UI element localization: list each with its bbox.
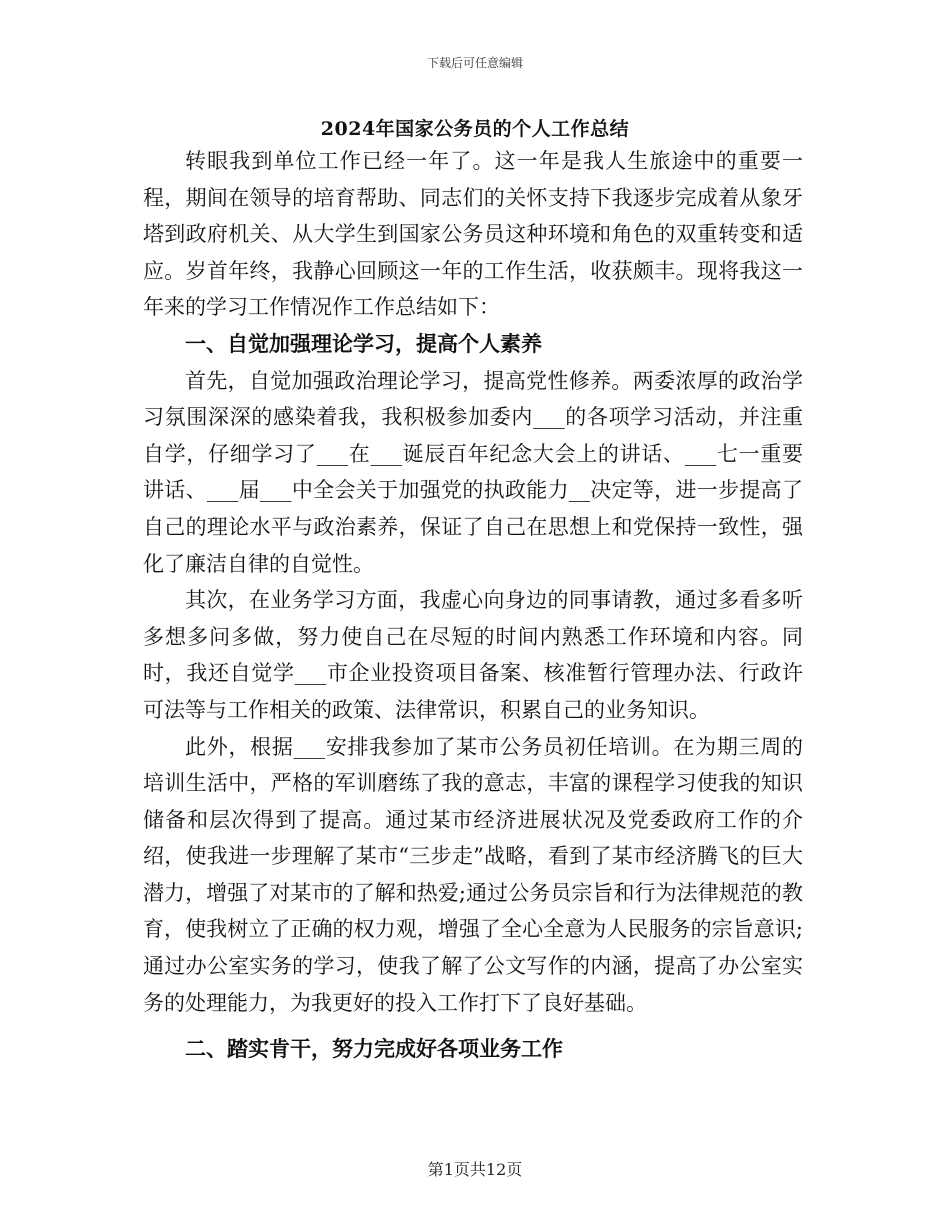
- section-1-paragraph-2: 其次，在业务学习方面，我虚心向身边的同事请教，通过多看多听多想多问多做，努力使自己在尽短的时间内熟悉工作环境和内容。同时，我还自觉学___市企业投资项目备案、核准暂行管理办法、行政许可法等与工作相关的政策、法律常识，积累自己的业务知识。: [143, 588, 803, 722]
- section-1-paragraph-1: 首先，自觉加强政治理论学习，提高党性修养。两委浓厚的政治学习氛围深深的感染着我，我积极参加委内___的各项学习活动，并注重自学，仔细学习了___在___诞辰百年纪念大会上的讲话、___七一重要讲话、___届___中全会关于加强党的执政能力__决定等，进一步提高了自己的理论水平与政治素养，保证了自己在思想上和党保持一致性，强化了廉洁自律的自觉性。: [143, 368, 803, 576]
- intro-paragraph: 转眼我到单位工作已经一年了。这一年是我人生旅途中的重要一程，期间在领导的培育帮助、同志们的关怀支持下我逐步完成着从象牙塔到政府机关、从大学生到国家公务员这种环境和角色的双重转变和适应。岁首年终，我静心回顾这一年的工作生活，收获颇丰。现将我这一年来的学习工作情况作工作总结如下：: [143, 149, 803, 320]
- section-1-heading: 一、自觉加强理论学习，提高个人素养: [185, 330, 542, 356]
- section-2-heading: 二、踏实肯干，努力完成好各项业务工作: [185, 1036, 563, 1062]
- page-footer: 第1页共12页: [427, 1160, 523, 1179]
- document-title: 2024年国家公务员的个人工作总结: [320, 118, 630, 140]
- header-note: 下载后可任意编辑: [426, 56, 523, 70]
- document-body: [143, 143, 803, 1068]
- section-1-paragraph-3: 此外，根据___安排我参加了某市公务员初任培训。在为期三周的培训生活中，严格的军训磨练了我的意志，丰富的课程学习使我的知识储备和层次得到了提高。通过某市经济进展状况及党委政府工作的介绍，使我进一步理解了某市“三步走”战略，看到了某市经济腾飞的巨大潜力，增强了对某市的了解和热爱;通过公务员宗旨和行为法律规范的教育，使我树立了正确的权力观，增强了全心全意为人民服务的宗旨意识;通过办公室实务的学习，使我了解了公文写作的内涵，提高了办公室实务的处理能力，为我更好的投入工作打下了良好基础。: [143, 734, 803, 1015]
